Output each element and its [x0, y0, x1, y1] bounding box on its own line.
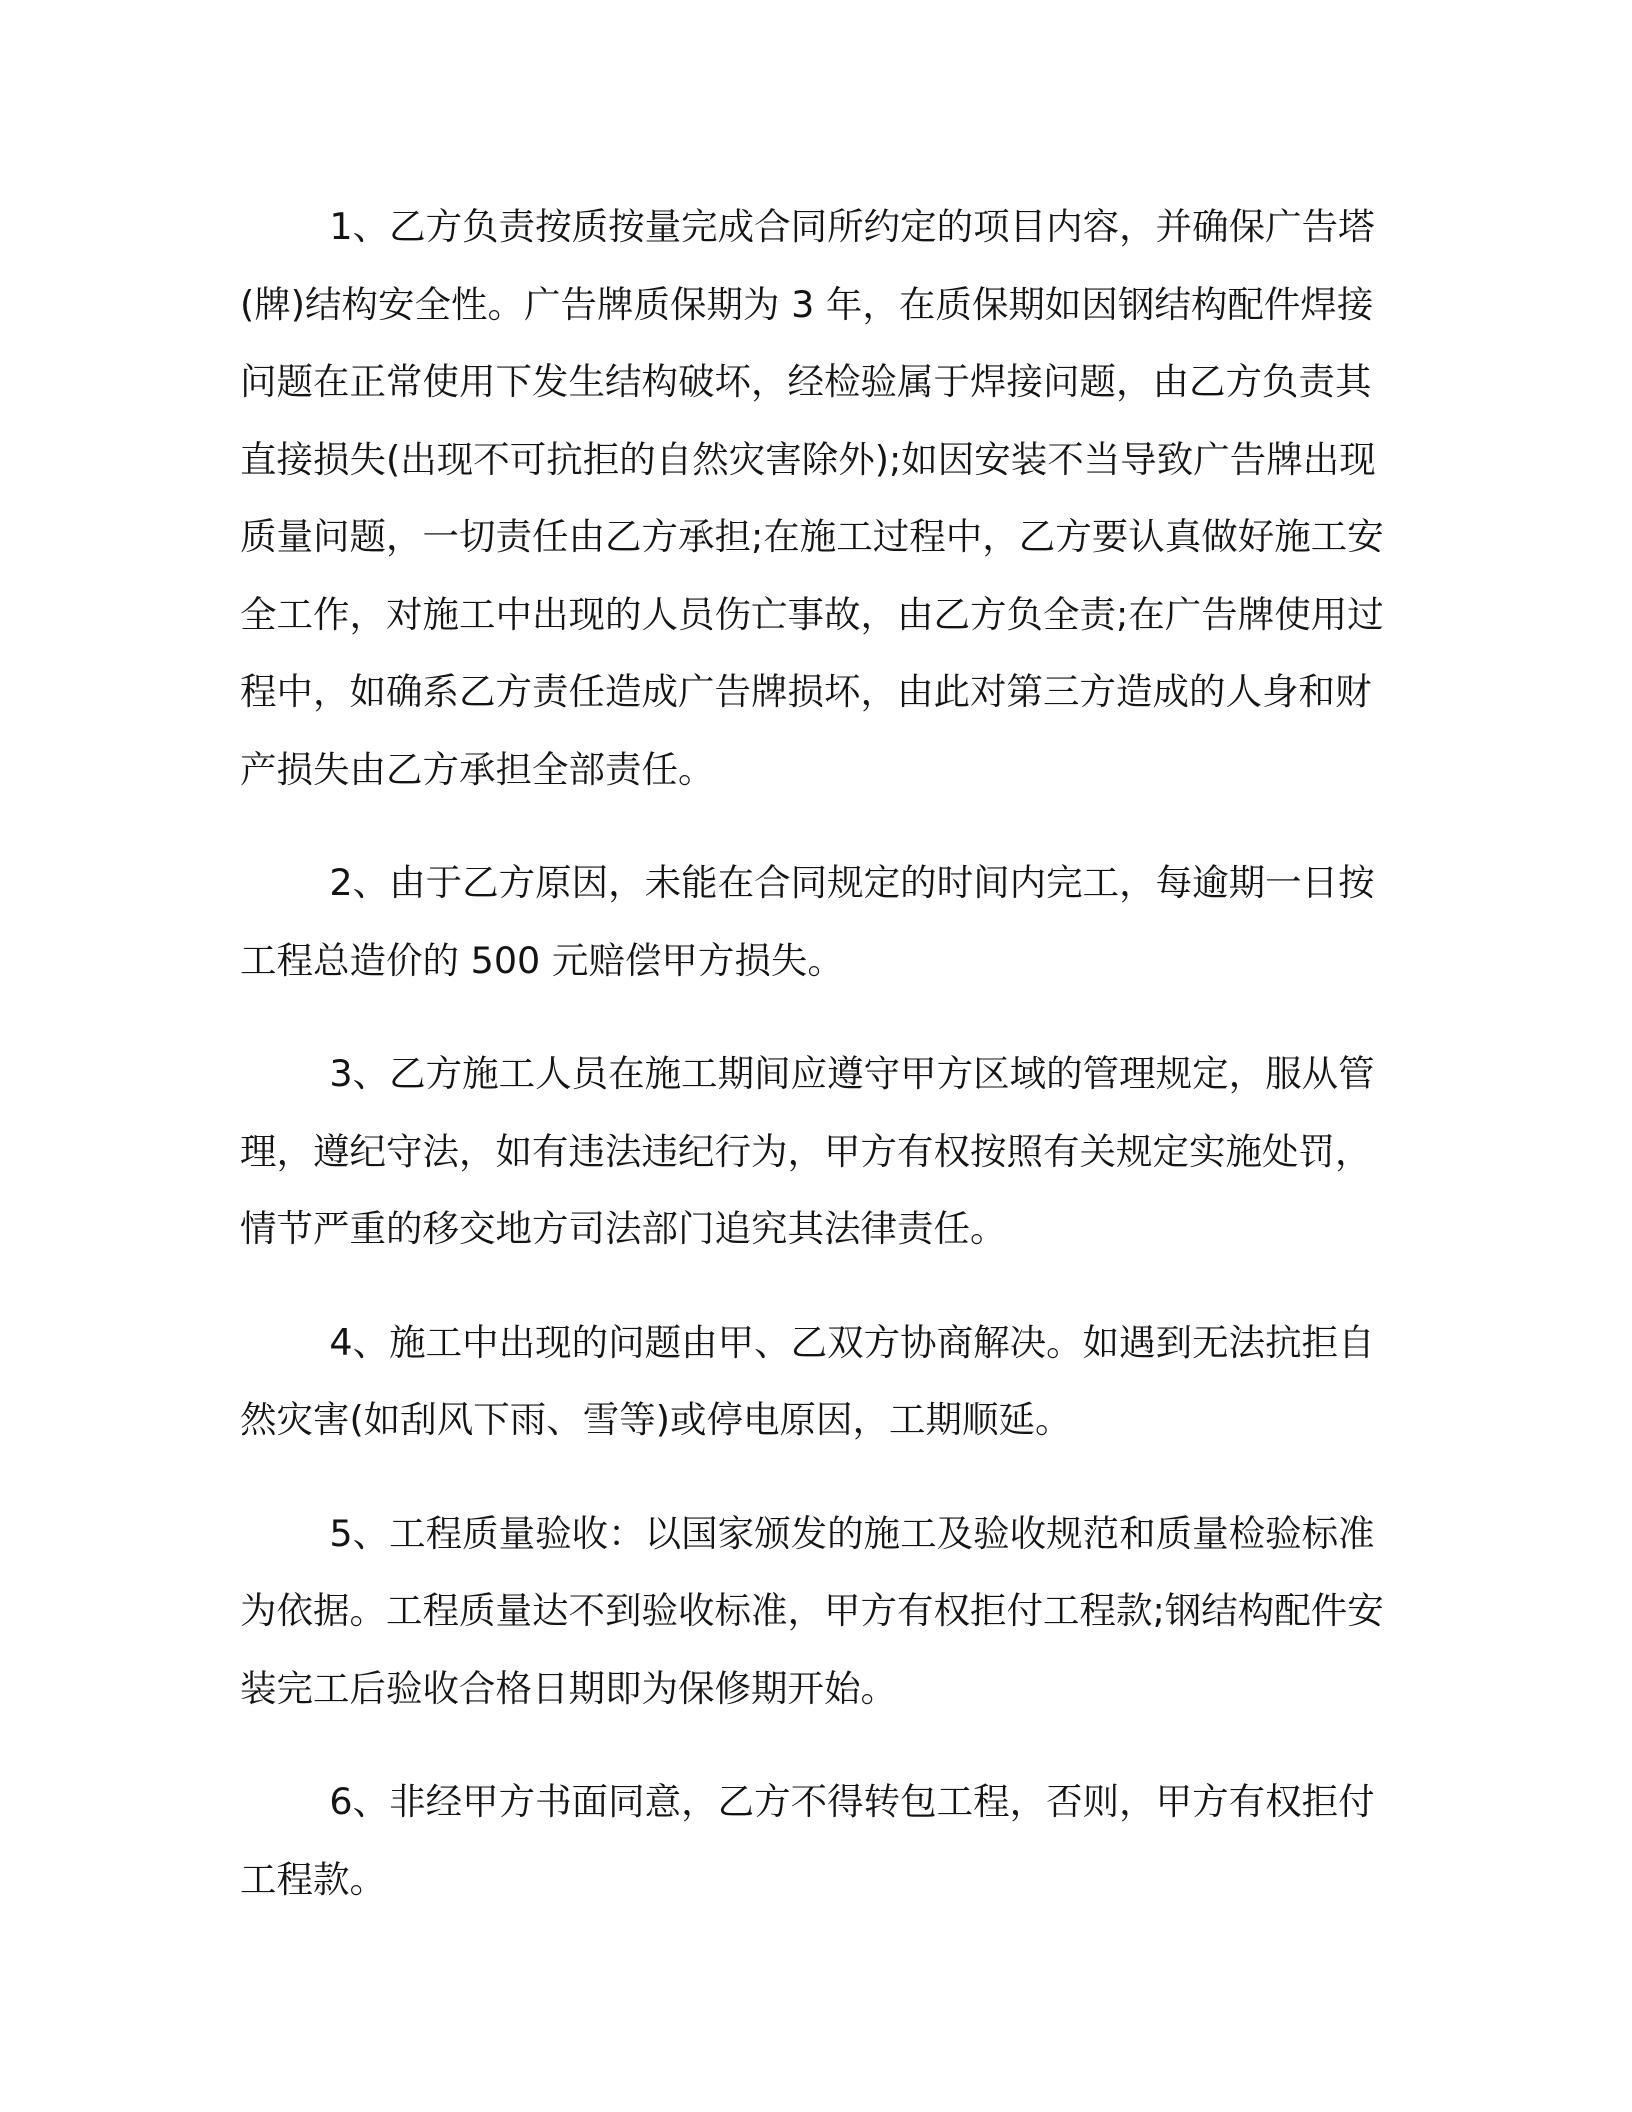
- clause-6: 6、非经甲方书面同意，乙方不得转包工程，否则，甲方有权拒付工程款。: [240, 1780, 1375, 1901]
- clause-4: 4、施工中出现的问题由甲、乙双方协商解决。如遇到无法抗拒自然灾害(如刮风下雨、雪等)或停电原因，工期顺延。: [240, 1320, 1375, 1441]
- clause-2: 2、由于乙方原因，未能在合同规定的时间内完工，每逾期一日按工程总造价的 500 元赔偿甲方损失。: [240, 861, 1375, 982]
- clause-5: 5、工程质量验收：以国家颁发的施工及验收规范和质量检验标准为依据。工程质量达不到验收标准，甲方有权拒付工程款;钢结构配件安装完工后验收合格日期即为保修期开始。: [240, 1511, 1384, 1710]
- document-body: [240, 188, 1390, 1918]
- clause-1: 1、乙方负责按质按量完成合同所约定的项目内容，并确保广告塔(牌)结构安全性。广告牌质保期为 3 年，在质保期如因钢结构配件焊接问题在正常使用下发生结构破坏，经检验属于焊接问题，由乙方负责其直接损失(出现不可抗拒的自然灾害除外);如因安装不当导致广告牌出现质量问题，一切责任由乙方承担;在施工过程中，乙方要认真做好施工安全工作，对施工中出现的人员伤亡事故，由乙方负全责;在广告牌使用过程中，如确系乙方责任造成广告牌损坏，由此对第三方造成的人身和财产损失由乙方承担全部责任。: [240, 205, 1384, 791]
- clause-3: 3、乙方施工人员在施工期间应遵守甲方区域的管理规定，服从管理，遵纪守法，如有违法违纪行为，甲方有权按照有关规定实施处罚，情节严重的移交地方司法部门追究其法律责任。: [240, 1052, 1375, 1250]
